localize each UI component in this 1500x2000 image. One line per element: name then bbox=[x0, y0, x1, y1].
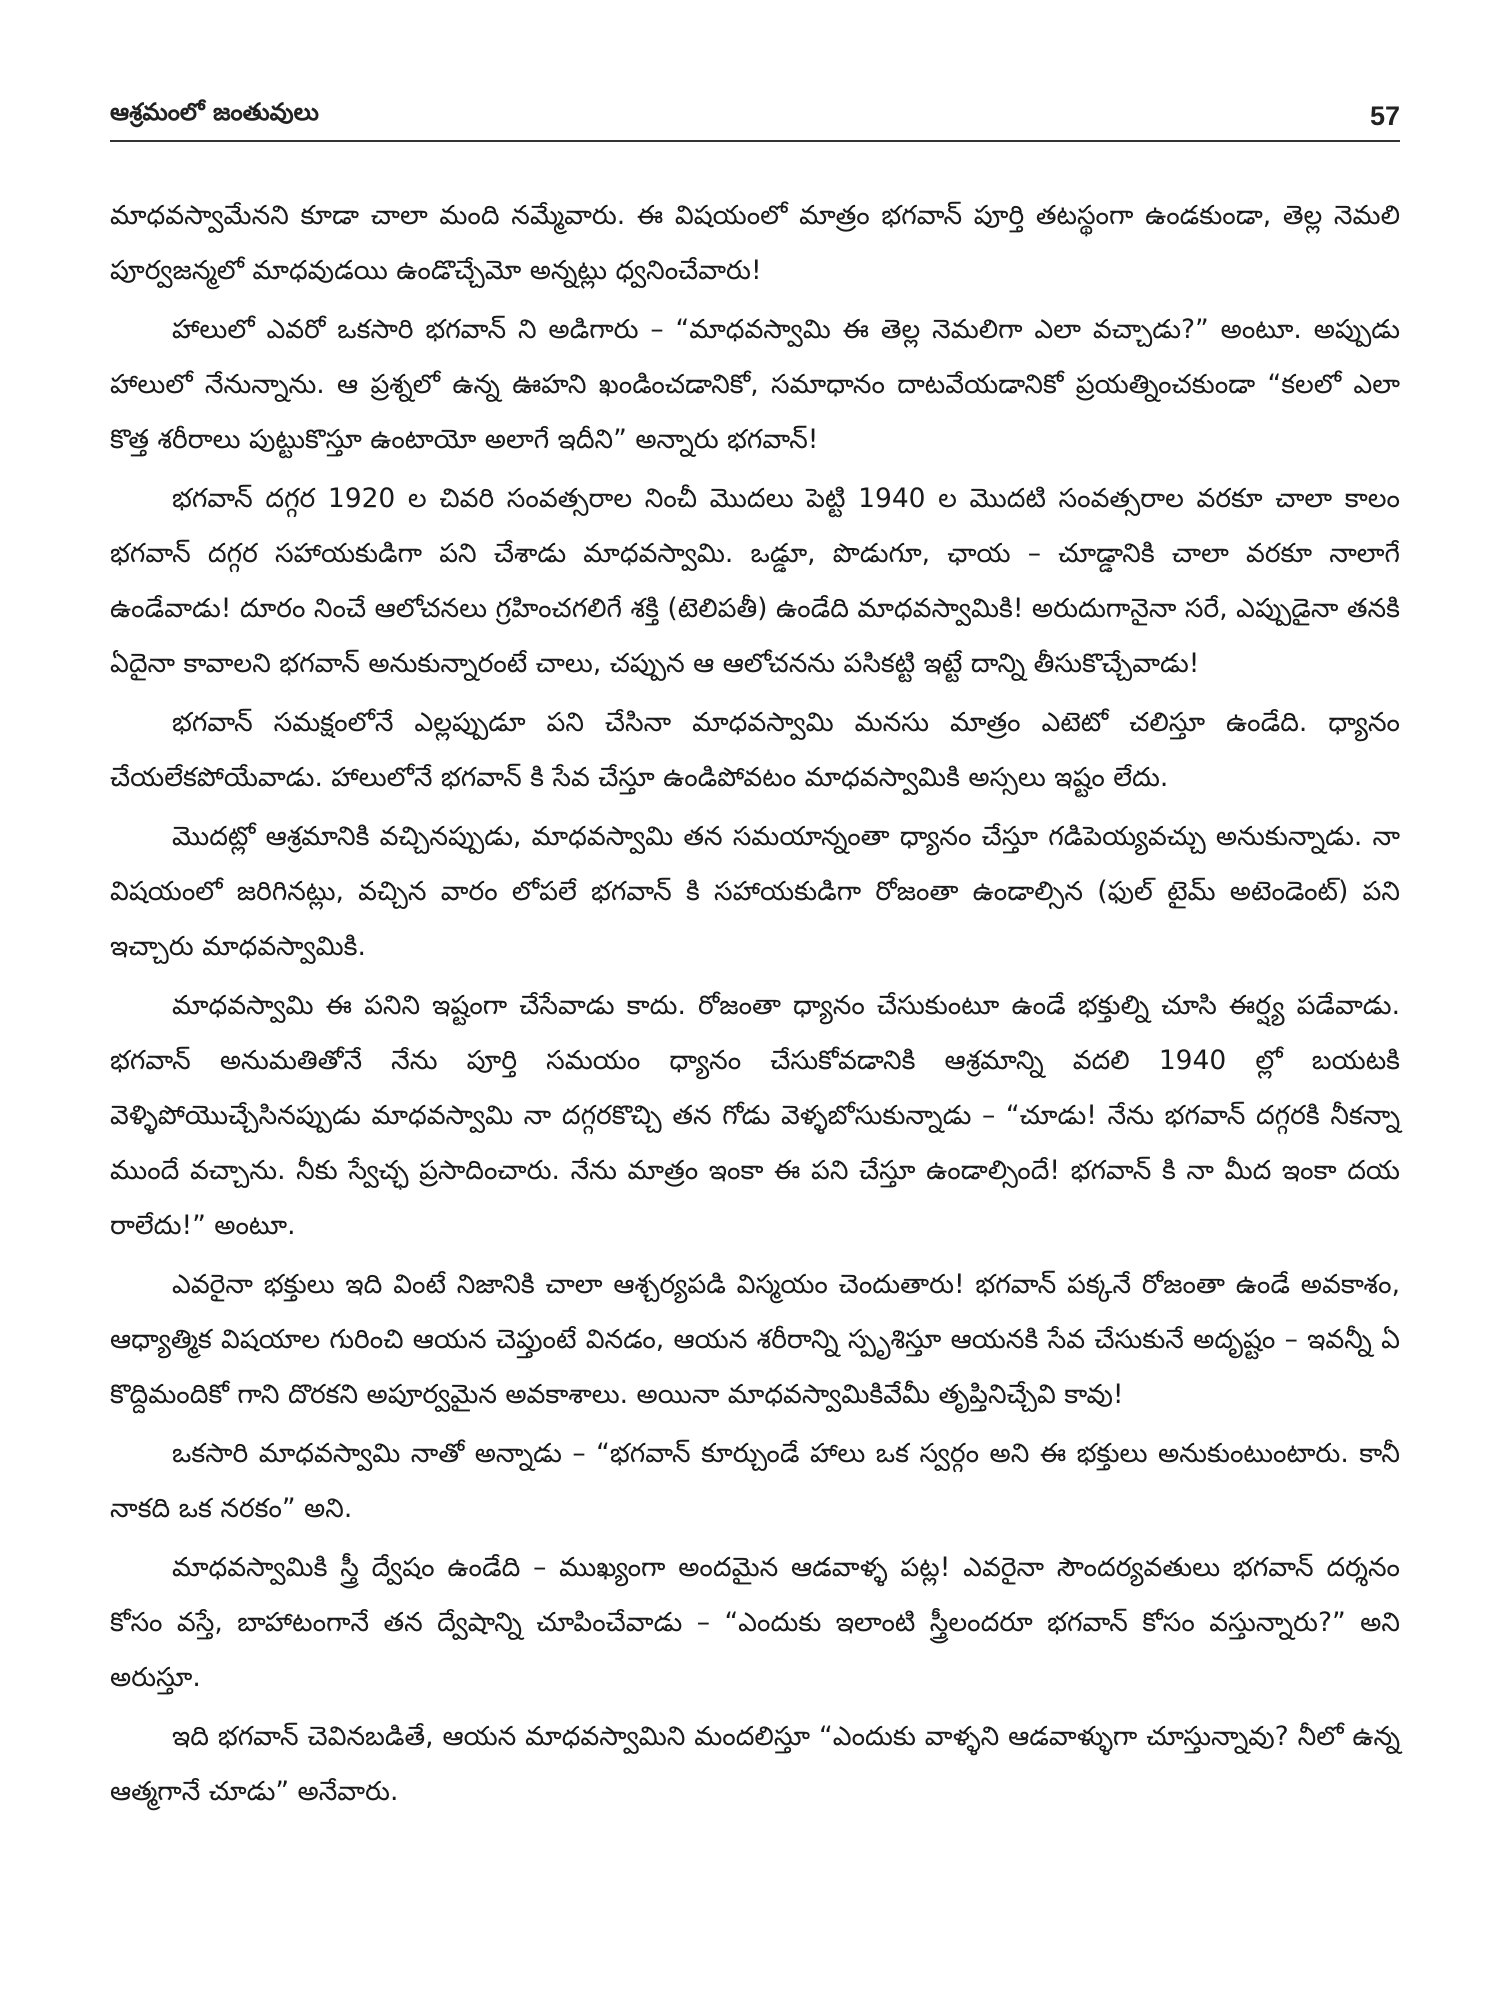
paragraph: మాధవస్వామికి స్త్రీ ద్వేషం ఉండేది – ముఖ్యంగా అందమైన ఆడవాళ్ళ పట్ల! ఎవరైనా సౌందర్యవతులు భగవాన్ దర్శనం కోసం వస్తే, బాహాటంగానే తన ద్వేషాన్ని చూపించేవాడు – “ఎందుకు ఇలాంటి స్త్రీలందరూ భగవాన్ కోసం వస్తున్నారు?” అని అరుస్తూ. bbox=[110, 1552, 1400, 1693]
paragraph: ఎవరైనా భక్తులు ఇది వింటే నిజానికి చాలా ఆశ్చర్యపడి విస్మయం చెందుతారు! భగవాన్ పక్కనే రోజంతా ఉండే అవకాశం, ఆధ్యాత్మిక విషయాల గురించి ఆయన చెప్తుంటే వినడం, ఆయన శరీరాన్ని స్పృశిస్తూ ఆయనకి సేవ చేసుకునే అదృష్టం – ఇవన్నీ ఏ కొద్దిమందికో గాని దొరకని అపూర్వమైన అవకాశాలు. అయినా మాధవస్వామికివేమీ తృప్తినిచ్చేవి కావు! bbox=[110, 1269, 1400, 1410]
body-text bbox=[110, 188, 1400, 1823]
paragraph: మాధవస్వామి ఈ పనిని ఇష్టంగా చేసేవాడు కాదు. రోజంతా ధ్యానం చేసుకుంటూ ఉండే భక్తుల్ని చూసి ఈర్ష్య పడేవాడు. భగవాన్ అనుమతితోనే నేను పూర్తి సమయం ధ్యానం చేసుకోవడానికి ఆశ్రమాన్ని వదలి 1940 ల్లో బయటకి వెళ్ళిపోయొచ్చేసినప్పుడు మాధవస్వామి నా దగ్గరకొచ్చి తన గోడు వెళ్ళబోసుకున్నాడు – “చూడు! నేను భగవాన్ దగ్గరకి నీకన్నా ముందే వచ్చాను. నీకు స్వేచ్ఛ ప్రసాదించారు. నేను మాత్రం ఇంకా ఈ పని చేస్తూ ఉండాల్సిందే! భగవాన్ కి నా మీద ఇంకా దయ రాలేదు!” అంటూ. bbox=[110, 990, 1400, 1241]
page-number: 57 bbox=[1369, 101, 1400, 131]
paragraph: మొదట్లో ఆశ్రమానికి వచ్చినప్పుడు, మాధవస్వామి తన సమయాన్నంతా ధ్యానం చేస్తూ గడిపెయ్యవచ్చు అనుకున్నాడు. నా విషయంలో జరిగినట్లు, వచ్చిన వారం లోపలే భగవాన్ కి సహాయకుడిగా రోజంతా ఉండాల్సిన (ఫుల్ టైమ్ అటెండెంట్) పని ఇచ్చారు మాధవస్వామికి. bbox=[110, 821, 1400, 962]
paragraph: ఒకసారి మాధవస్వామి నాతో అన్నాడు – “భగవాన్ కూర్చుండే హాలు ఒక స్వర్గం అని ఈ భక్తులు అనుకుంటుంటారు. కానీ నాకది ఒక నరకం” అని. bbox=[110, 1438, 1400, 1524]
paragraph: భగవాన్ సమక్షంలోనే ఎల్లప్పుడూ పని చేసినా మాధవస్వామి మనసు మాత్రం ఎటెటో చలిస్తూ ఉండేది. ధ్యానం చేయలేకపోయేవాడు. హాలులోనే భగవాన్ కి సేవ చేస్తూ ఉండిపోవటం మాధవస్వామికి అస్సలు ఇష్టం లేదు. bbox=[110, 707, 1400, 793]
paragraph: మాధవస్వామేనని కూడా చాలా మంది నమ్మేవారు. ఈ విషయంలో మాత్రం భగవాన్ పూర్తి తటస్థంగా ఉండకుండా, తెల్ల నెమలి పూర్వజన్మలో మాధవుడయి ఉండొచ్చేమో అన్నట్లు ధ్వనించేవారు! bbox=[110, 200, 1400, 286]
paragraph: హాలులో ఎవరో ఒకసారి భగవాన్ ని అడిగారు – “మాధవస్వామి ఈ తెల్ల నెమలిగా ఎలా వచ్చాడు?” అంటూ. అప్పుడు హాలులో నేనున్నాను. ఆ ప్రశ్నలో ఉన్న ఊహని ఖండించడానికో, సమాధానం దాటవేయడానికో ప్రయత్నించకుండా “కలలో ఎలా కొత్త శరీరాలు పుట్టుకొస్తూ ఉంటాయో అలాగే ఇదీని” అన్నారు భగవాన్! bbox=[110, 314, 1400, 455]
header-rule bbox=[110, 140, 1400, 142]
paragraph: భగవాన్ దగ్గర 1920 ల చివరి సంవత్సరాల నించీ మొదలు పెట్టి 1940 ల మొదటి సంవత్సరాల వరకూ చాలా కాలం భగవాన్ దగ్గర సహాయకుడిగా పని చేశాడు మాధవస్వామి. ఒడ్డూ, పొడుగూ, ఛాయ – చూడ్డానికి చాలా వరకూ నాలాగే ఉండేవాడు! దూరం నించే ఆలోచనలు గ్రహించగలిగే శక్తి (టెలిపతీ) ఉండేది మాధవస్వామికి! అరుదుగానైనా సరే, ఎప్పుడైనా తనకి ఏదైనా కావాలని భగవాన్ అనుకున్నారంటే చాలు, చప్పున ఆ ఆలోచనను పసికట్టి ఇట్టే దాన్ని తీసుకొచ్చేవాడు! bbox=[110, 483, 1400, 679]
paragraph: ఇది భగవాన్ చెవినబడితే, ఆయన మాధవస్వామిని మందలిస్తూ “ఎందుకు వాళ్ళని ఆడవాళ్ళుగా చూస్తున్నావు? నీలో ఉన్న ఆత్మగానే చూడు” అనేవారు. bbox=[110, 1721, 1400, 1807]
running-head: ఆశ్రమంలో జంతువులు bbox=[110, 98, 319, 126]
page-header bbox=[110, 92, 1400, 138]
